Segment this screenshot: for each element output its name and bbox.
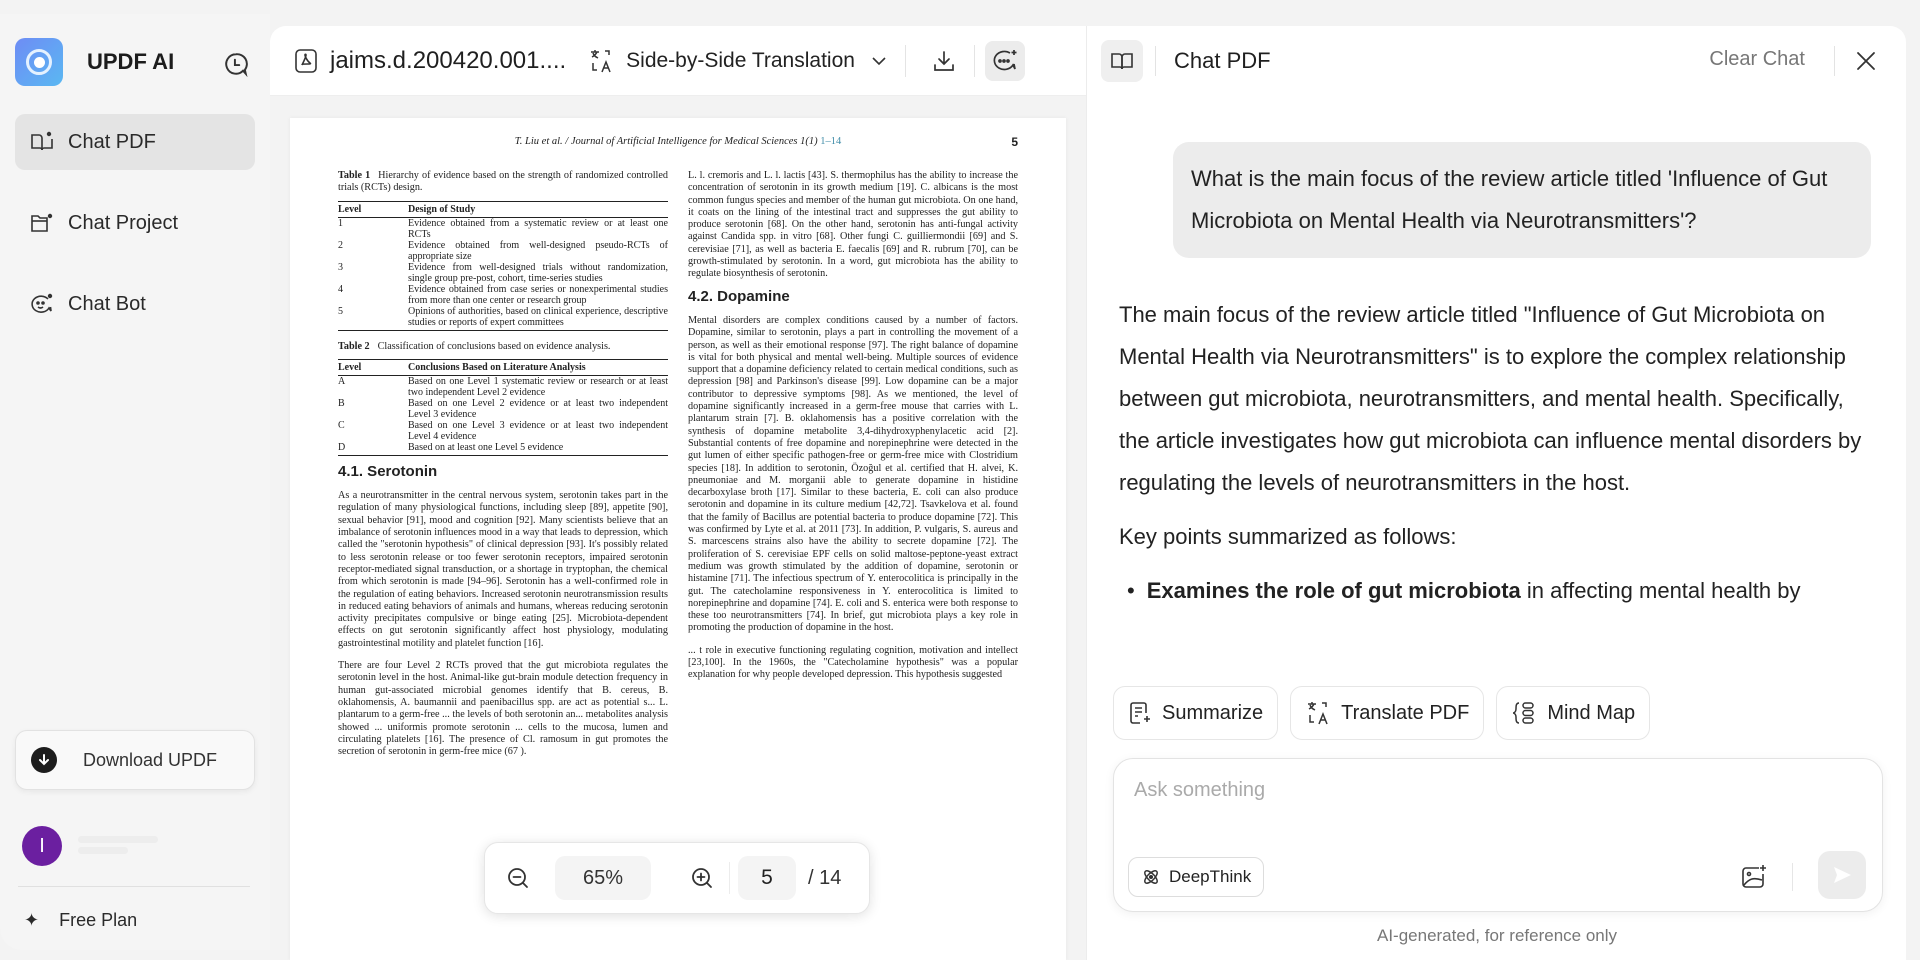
chevron-down-icon bbox=[871, 56, 887, 66]
download-updf-button[interactable] bbox=[15, 730, 255, 790]
key-point: • Examines the role of gut microbiota in affecting mental health by bbox=[1119, 570, 1879, 612]
download-icon bbox=[31, 747, 57, 773]
book-sparkle-icon bbox=[30, 131, 54, 153]
user-message: What is the main focus of the review article titled 'Influence of Gut Microbiota on Mental Health via Neurotransmitters'? bbox=[1173, 142, 1871, 258]
download-icon bbox=[932, 49, 956, 73]
divider bbox=[905, 45, 906, 77]
table2: Level Conclusions Based on Literature Analysis A Based on one Level 1 systematic review or research or at least two independent Level 2 evidence B Based on one Level 2 evidence or at least two independent Level 3 evidence C Based on one Level 3 evidence or at least two independent Level 4 evidence D Based on at least one Level 5 evidence bbox=[338, 359, 668, 456]
upload-image-button[interactable] bbox=[1736, 859, 1772, 895]
mind-map-icon bbox=[1511, 700, 1537, 726]
divider bbox=[18, 886, 250, 887]
folder-sparkle-icon bbox=[30, 212, 54, 234]
zoom-out-icon bbox=[506, 866, 530, 890]
sidebar-item-chat-bot[interactable] bbox=[15, 276, 255, 332]
total-pages: / 14 bbox=[808, 866, 842, 889]
zoom-level[interactable]: 65% bbox=[555, 856, 651, 900]
send-icon bbox=[1831, 864, 1853, 886]
pdf-toolbar bbox=[270, 26, 1086, 96]
divider bbox=[1155, 46, 1156, 76]
user-profile[interactable] bbox=[22, 826, 168, 866]
answer-paragraph: The main focus of the review article titled "Influence of Gut Microbiota on Mental Health via Neurotransmitters" is to explore the complex relationship between gut microbiota, neurotransmitters, and mental health. Specifically, the article investigates how gut microbiota can influence mental disorders by regulating the levels of neurotransmitters in the host. bbox=[1119, 302, 1862, 495]
reader-mode-button[interactable] bbox=[1101, 40, 1143, 82]
pdf-paragraph: There are four Level 2 RCTs proved that the gut microbiota regulates the serotonin level in the host. Animal-like gut-brain module detection frequency in human gut-associated microbial genomes identify that B. cereus, B. oklahomensis, A. baumannii and paenibacillus spp. are act as potential s... L. plantarum to a germ-free ... the levels of both serotonin an... metabolites analysis showed ... uniformis promote serotonin ... cells to the mucosa, lumen and circulating platelets [16]. The presence of Cl. ramosum in gut promotes the secretion of serotonin in germ-free mice (67 ). bbox=[338, 660, 668, 758]
pdf-paragraph: L. l. cremoris and L. l. lactis [43]. S. thermophilus has the ability to increase the concentration of serotonin in its growth medium [19]. C. albicans is the most common fungus species and member of the human gut microbiota. On one hand, it coats on the lining of the intestinal tract and suppresses the gut ability to produce serotonin [68]. On the other hand, serotonin has anti-fungal activity against Candida spp. in vitro [68]. Other fungi C. guilliermondii [69] and S. cerevisiae [71], as well as bacteria E. faecalis [69] and R. rubrum [70], can be growth-stimulated by serotonin. In a word, gut microbiota has the ability to regulate biosynthesis of serotonin. bbox=[688, 170, 1018, 280]
section-heading: 4.1. Serotonin bbox=[338, 462, 438, 480]
chat-panel bbox=[1086, 26, 1906, 960]
chat-history-icon bbox=[223, 51, 249, 77]
mind-map-button[interactable]: Mind Map bbox=[1496, 686, 1650, 740]
pdf-page bbox=[290, 118, 1066, 960]
pdf-paragraph: Mental disorders are complex conditions caused by a number of factors. Dopamine, similar to serotonin, plays a part in controlling the movement of a person, as well as their emotional response [97]. The right balance of dopamine is vital for both physical and mental well-being. Multiple sources of evidence support that a dopamine deficiency related to certain medical conditions, such as depression [98] and Parkinson's disease [99]. Low dopamine can be a major contributor to depressive symptoms [98]. As we mentioned, the level of dopamine significantly increased in a germ-free mouse that carries with L. plantarum strain [7]. B. oklahomensis has a positive correlation with the synthesis of dopamine metabolite 3,4-dihydroxyphenylacetic acid [2]. Substantial contents of free dopamine and norepinephrine were detected in the gut lumen of either specific pathogen-free or germ-free mice with Clostridium species [18]. In addition to serotonin, Özoğul et al. certified that H. alvei, K. pneumoniae and M. morganii able to generate dopamine in histidine decarboxylase broth [17]. Similar to these bacteria, E. coli can also produce serotonin and dopamine in its culture medium [42,72]. Tsavkelova et al. found that the family of Bacillus are potential bacteria to produce dopamine [72]. This was confirmed by Lyte et al. at 2011 [73]. In addition, P. vulgaris, S. aureus and S. marcescens strains also have the ability to secrete dopamine [72]. The proliferation of S. cerevisiae EPF cells on solid maltose-peptone-yeast extract medium was growth stimulated by the addition of dopamine, serotonin or histamine [71]. The infectious spectrum of Y. enterocolitica is principally in the gut. The catecholamine responsiveness in Y. enterocolitica is limited to norepinephrine and dopamine [74]. E. coli and S. enterica were both response to these too neurotransmitters [74]. In brief, gut microbiota plays a key role in promoting the production of dopamine in the host. bbox=[688, 314, 1018, 634]
plan-label: Free Plan bbox=[59, 910, 138, 930]
chat-title: Chat PDF bbox=[1174, 48, 1271, 73]
translation-mode-dropdown[interactable] bbox=[588, 48, 887, 74]
page-number-input[interactable]: 5 bbox=[738, 856, 796, 900]
divider bbox=[729, 862, 730, 894]
download-label: Download UPDF bbox=[83, 749, 218, 770]
chat-input[interactable] bbox=[1134, 779, 1834, 819]
image-sparkle-icon bbox=[1740, 863, 1768, 891]
updf-ai-app bbox=[0, 14, 1920, 960]
translate-pdf-button[interactable]: Translate PDF bbox=[1290, 686, 1484, 740]
translate-icon bbox=[588, 48, 614, 74]
pdf-paragraph: As a neurotransmitter in the central nervous system, serotonin takes part in the regulation of many physiological functions, including sleep [89], appetite [90], sexual behavior [91], mood and cognition [92]. Many scientists believe that an imbalance of serotonin influences mood in a way that leads to depression, which called the "serotonin hypothesis" of clinical depression [93]. It's possibly related to less serotonin release or too fewer serotonin receptors, impaired serotonin receptor-mediated signal transduction, or a shortage in tryptophan, the chemical from which serotonin is made [94–96]. Serotonin has a well-confirmed role in the regulation of eating behaviors. Increased serotonin neurotransmission results in reduced eating behaviors of animals and humans, whereas reducing serotonin activity precipitates compulsive or binge eating [25]. Microbiota-dependent effects on gut serotonin significantly affect host physiology, modulating gastrointestinal motility and platelet function [16]. bbox=[338, 490, 668, 649]
sidebar-item-label: Chat Bot bbox=[68, 292, 146, 315]
divider bbox=[974, 45, 975, 77]
download-button[interactable] bbox=[924, 41, 964, 81]
chat-sparkle-icon bbox=[992, 48, 1018, 74]
key-points-list bbox=[1119, 570, 1879, 612]
sidebar-nav bbox=[15, 114, 255, 357]
plan-button[interactable] bbox=[24, 910, 137, 931]
key-points-intro: Key points summarized as follows: bbox=[1119, 524, 1457, 549]
deepthink-toggle[interactable]: DeepThink bbox=[1128, 857, 1264, 897]
pdf-paragraph: ... t role in executive functioning regulating cognition, motivation and intellect [23,100]. In the 1960s, the "Catecholamine hypothesis" was a popular explanation for why people developed depression. This hypothesis suggested bbox=[688, 644, 1018, 681]
pdf-viewer bbox=[270, 26, 1086, 960]
sidebar-item-chat-pdf[interactable] bbox=[15, 114, 255, 170]
zoom-out-button[interactable] bbox=[499, 859, 537, 897]
zoom-in-button[interactable] bbox=[683, 859, 721, 897]
translate-icon bbox=[1305, 700, 1331, 726]
sparkle-icon: ✦ bbox=[24, 910, 40, 930]
translation-mode-label: Side-by-Side Translation bbox=[626, 48, 855, 72]
sidebar-item-label: Chat Project bbox=[68, 211, 179, 234]
table1-caption: Table 1 Hierarchy of evidence based on the strength of randomized controlled trials (RCTs) design. bbox=[338, 170, 668, 194]
sidebar-item-chat-project[interactable] bbox=[15, 195, 255, 251]
sidebar bbox=[0, 14, 270, 950]
send-button[interactable] bbox=[1818, 851, 1866, 899]
updf-logo-icon bbox=[15, 38, 63, 86]
chat-history-button[interactable] bbox=[222, 50, 250, 78]
brand bbox=[15, 38, 174, 86]
close-button[interactable] bbox=[1853, 48, 1879, 74]
table2-caption: Table 2 Classification of conclusions based on evidence analysis. bbox=[338, 340, 611, 352]
pdf-column-right bbox=[688, 170, 1018, 692]
divider bbox=[1792, 863, 1793, 891]
section-heading: 4.2. Dopamine bbox=[688, 287, 790, 305]
running-head: T. Liu et al. / Journal of Artificial Intelligence for Medical Sciences 1(1) 1–14 bbox=[514, 136, 842, 147]
table1: Level Design of Study 1 Evidence obtained from a systematic review or at least one RCTs 2 Evidence obtained from well-designed pseudo-RCTs of appropriate size 3 Evidence from well-designed trials without randomization, single group pre-post, cohort, time-series studies 4 Evidence obtained from case series or nonexperimental studies from more than one center or research group 5 Opinions of authorities, based on clinical experience, descriptive studies or reports of expert committees bbox=[338, 201, 668, 331]
page-number: 5 bbox=[1011, 135, 1018, 149]
zoom-in-icon bbox=[690, 866, 714, 890]
zoom-page-controls bbox=[484, 842, 870, 914]
summarize-icon bbox=[1128, 701, 1152, 725]
atom-icon bbox=[1141, 867, 1161, 887]
close-icon bbox=[1856, 51, 1876, 71]
chat-header bbox=[1087, 26, 1907, 96]
ai-chat-toggle-button[interactable] bbox=[985, 41, 1025, 81]
chat-input-box bbox=[1113, 758, 1883, 912]
summarize-button[interactable]: Summarize bbox=[1113, 686, 1278, 740]
quick-actions bbox=[1113, 686, 1662, 740]
clear-chat-button[interactable]: Clear Chat bbox=[1709, 48, 1805, 70]
pdf-column-left bbox=[338, 170, 668, 768]
sidebar-item-label: Chat PDF bbox=[68, 130, 156, 153]
brand-name: UPDF AI bbox=[87, 49, 175, 74]
user-name-redacted bbox=[78, 832, 168, 860]
bot-face-icon bbox=[30, 293, 54, 315]
divider bbox=[1834, 46, 1835, 76]
file-name[interactable]: jaims.d.200420.001.... bbox=[330, 46, 567, 74]
pdf-file-icon bbox=[294, 48, 318, 74]
ai-disclaimer: AI-generated, for reference only bbox=[1376, 926, 1618, 945]
ai-response bbox=[1119, 294, 1879, 612]
book-open-icon bbox=[1110, 51, 1134, 71]
avatar[interactable]: I bbox=[22, 826, 62, 866]
